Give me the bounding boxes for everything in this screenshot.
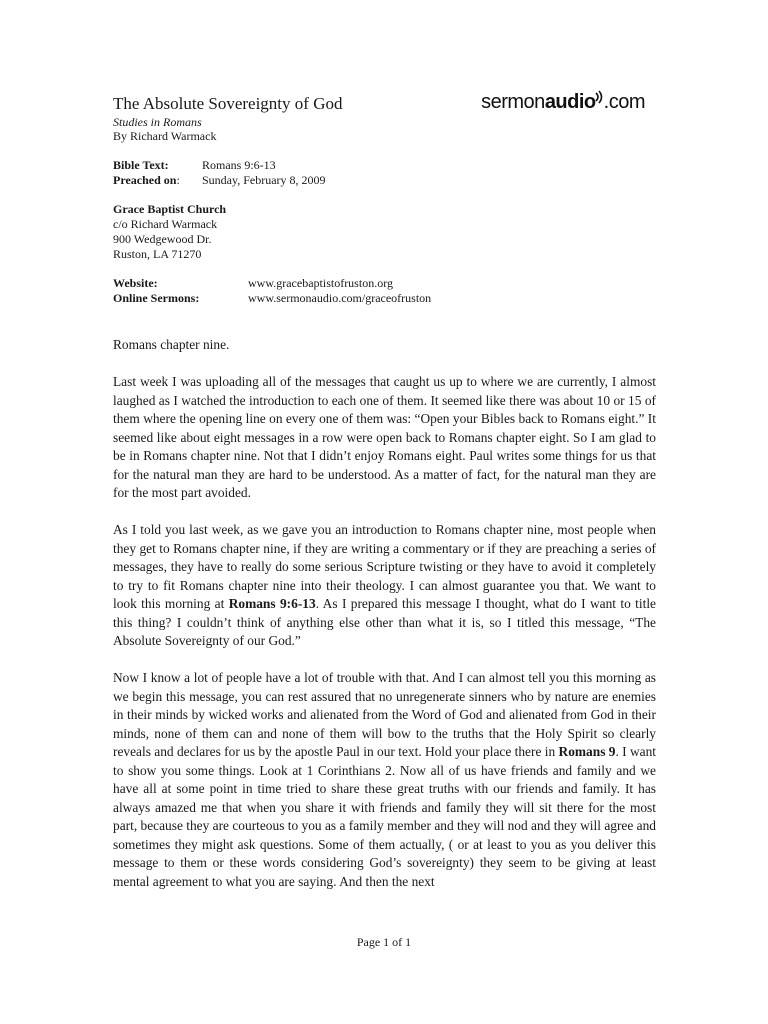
sermon-title: The Absolute Sovereignty of God [113, 94, 343, 113]
online-sermons-link[interactable]: www.sermonaudio.com/graceofruston [248, 291, 432, 305]
website-link[interactable]: www.gracebaptistofruston.org [248, 276, 393, 290]
body-paragraph: Now I know a lot of people have a lot of trouble with that. And I can almost tell you this morning as we begin this message, you can rest assured that no unregenerate sinners who by nature are enemies in their minds by wicked works and alienated from the Word of God and alienated from God in their minds, none of them can and none of them will bow to the truths that the Holy Spirit so clearly reveals and declares for us by the apostle Paul in our text. Hold your place there in Romans 9. I want to show you some things. Look at 1 Corinthians 2. Now all of us have friends and family and we have all at some point in time tried to share these great truths with our friends and family. It has always amazed me that when you share it with friends and family they will sit there for the most part, because they are courteous to you as a family member and they will nod and they will agree and sometimes they might ask questions. Some of them actually, ( or at least to you as you deliver this message to them or these words considering God’s sovereignty) they seem to be giving at least mental agreement to what you are saying. And then the next [113, 670, 656, 889]
preached-on-value: Sunday, February 8, 2009 [202, 173, 326, 187]
web-links [113, 276, 656, 306]
church-address-line: 900 Wedgewood Dr. [113, 232, 212, 246]
document-content [113, 93, 656, 910]
author: By Richard Warmack [113, 129, 217, 143]
preached-on-row [113, 173, 656, 188]
online-sermons-label: Online Sermons: [113, 291, 200, 305]
scripture-reference: Romans 9:6-13 [228, 596, 316, 611]
logo-suffix: .com [603, 91, 645, 113]
sermonaudio-logo [481, 90, 645, 114]
sermon-meta [113, 158, 656, 188]
church-address-line: c/o Richard Warmack [113, 217, 218, 231]
title-row [113, 93, 656, 115]
logo-prefix: sermon [481, 91, 545, 113]
church-address [113, 202, 656, 262]
website-row [113, 276, 656, 291]
online-sermons-row [113, 291, 656, 306]
page-number: Page 1 of 1 [356, 935, 412, 949]
bible-text-row [113, 158, 656, 173]
sound-wave-icon [594, 90, 604, 104]
bible-text-label: Bible Text: [113, 158, 169, 172]
scripture-reference: Romans 9 [558, 744, 616, 759]
logo-bold: audio [544, 91, 596, 113]
preached-on-label: Preached on: [113, 173, 180, 187]
body-paragraph: Last week I was uploading all of the messages that caught us up to where we are currently, I almost laughed as I watched the introduction to each one of them. It seemed like there was about 10 or 15 of them where the opening line on every one of them was: “Open your Bibles back to Romans eight.” It seemed like about eight messages in a row were open back to Romans chapter eight. So I am glad to be in Romans chapter nine. Not that I didn’t enjoy Romans eight. Paul writes some things for us that for the natural man they are hard to be understood. As a matter of fact, for the natural man they are for the most part avoided. [113, 374, 656, 500]
body-paragraph: Romans chapter nine. [113, 337, 230, 352]
bible-text-value: Romans 9:6-13 [202, 158, 276, 172]
website-label: Website: [113, 276, 158, 290]
body-paragraph: As I told you last week, as we gave you an introduction to Romans chapter nine, most people when they get to Romans chapter nine, if they are writing a commentary or if they are preaching a series of messages, they have to really do some serious Scripture twisting or they have to avoid it completely to try to fit Romans chapter nine into their theology. I can almost guarantee you that. We want to look this morning at Romans 9:6-13. As I prepared this message I thought, what do I want to title this thing? I couldn’t think of anything else other than what it is, so I titled this message, “The Absolute Sovereignty of our God.” [113, 522, 657, 648]
church-address-line: Ruston, LA 71270 [113, 247, 202, 261]
series-name: Studies in Romans [113, 115, 202, 129]
sermon-body [113, 336, 656, 891]
church-name: Grace Baptist Church [113, 202, 227, 216]
